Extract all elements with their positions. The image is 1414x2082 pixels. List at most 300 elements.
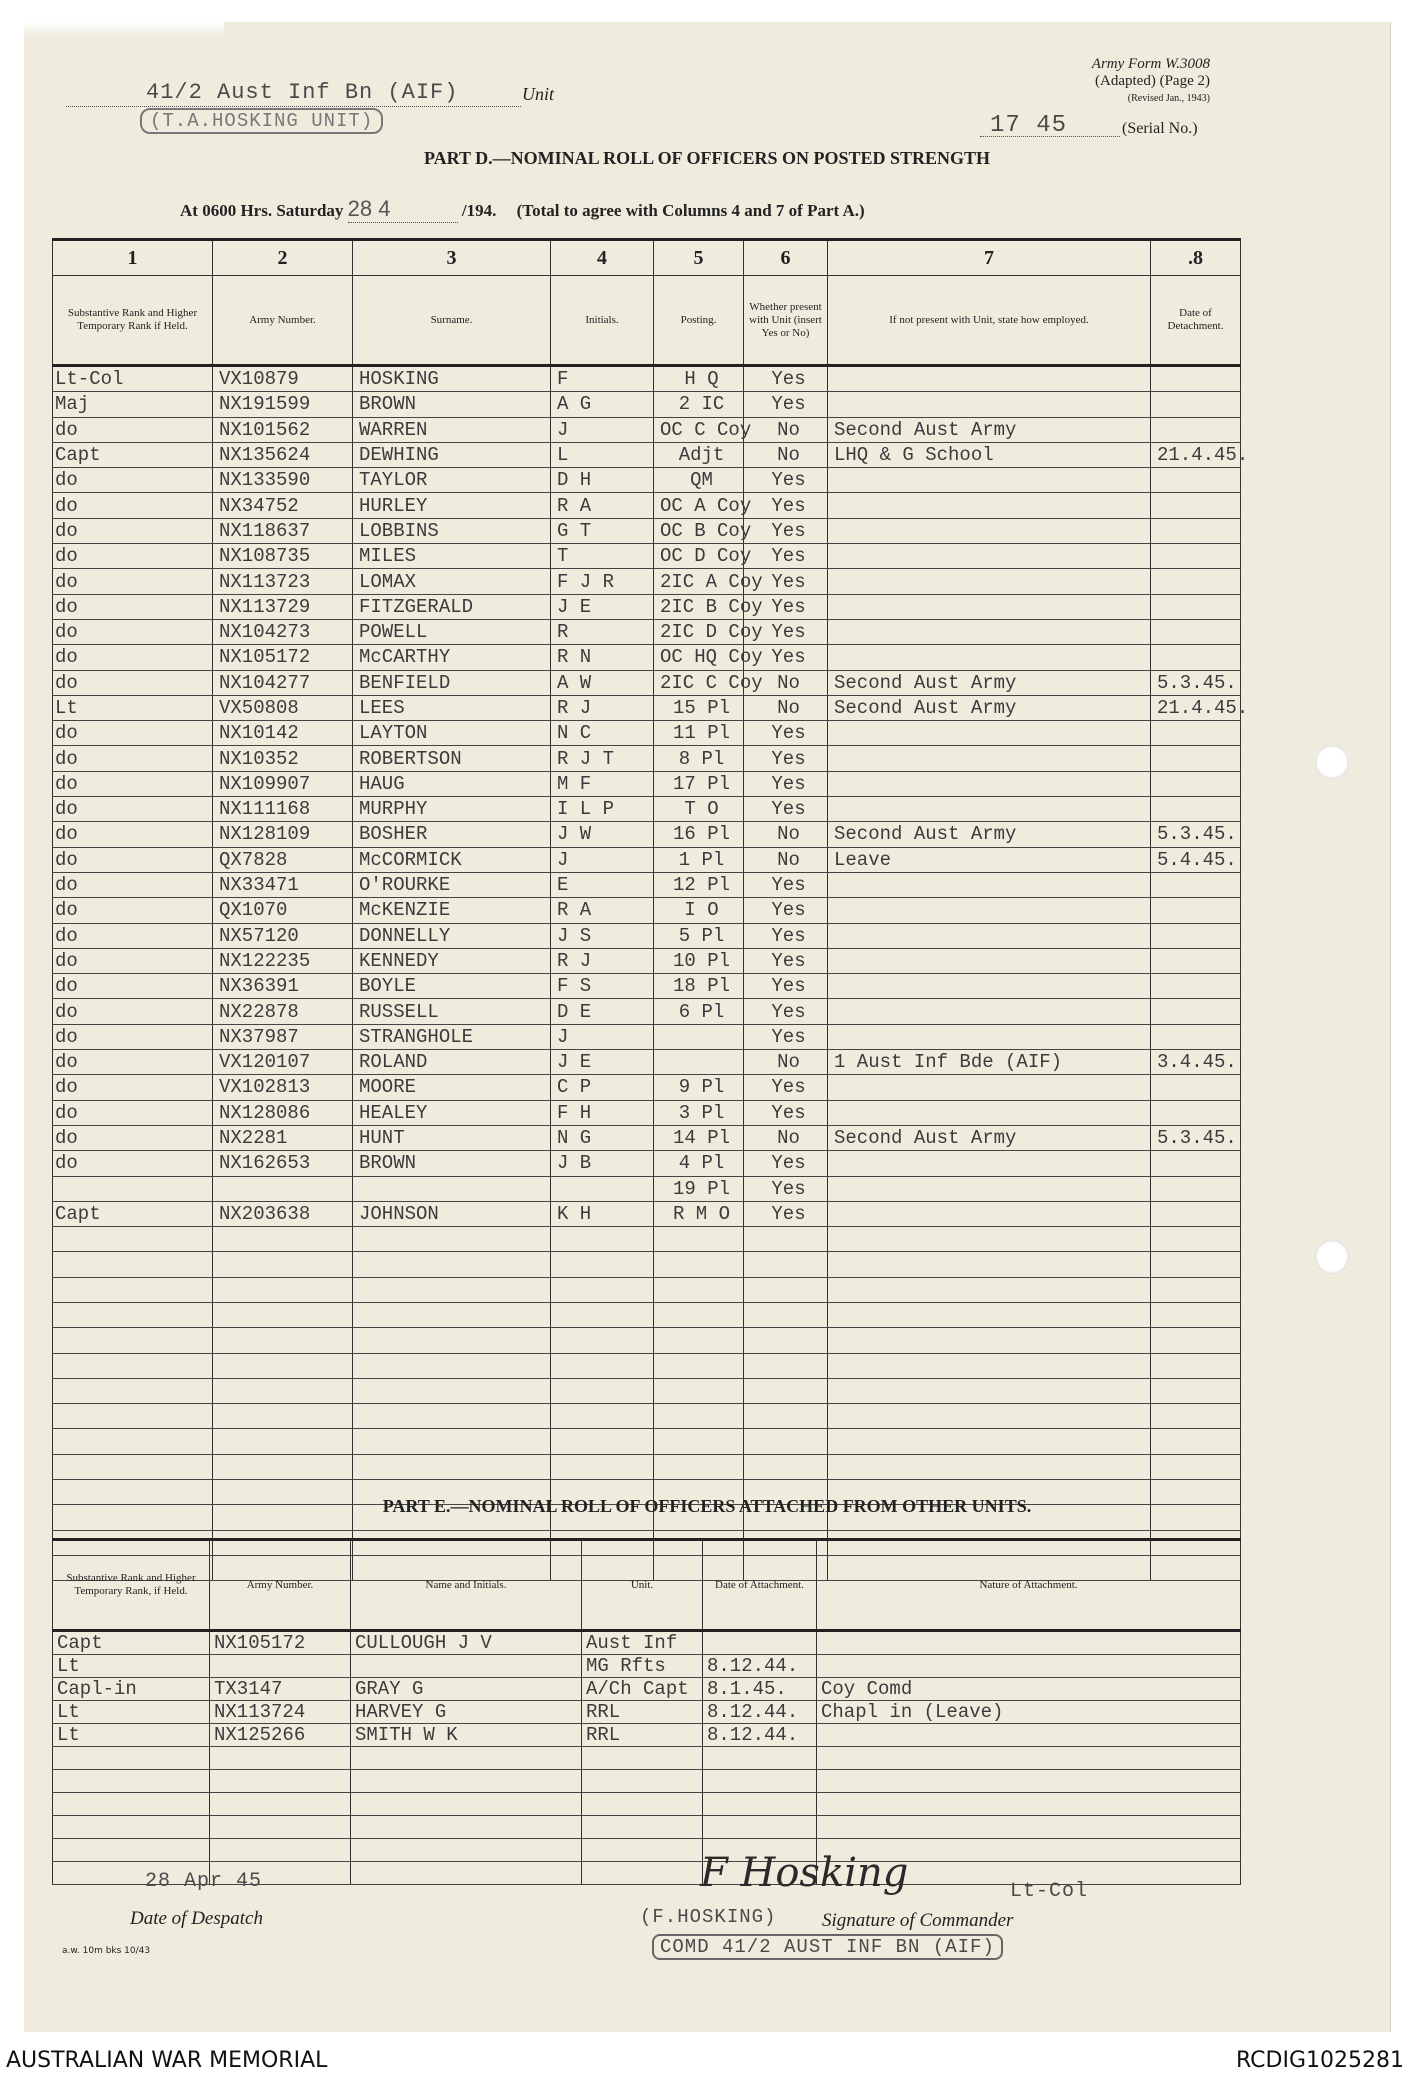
name-initials-cell (351, 1793, 582, 1816)
table-row (53, 1125, 1241, 1150)
initials-cell: R J T (551, 746, 654, 771)
table-row (53, 923, 1241, 948)
posting-cell (654, 1454, 744, 1479)
army-number-cell: NX33471 (213, 872, 353, 897)
initials-cell: C P (551, 1075, 654, 1100)
army-number-cell (213, 1328, 353, 1353)
posting-cell: 2IC B Coy (654, 594, 744, 619)
rank-cell: do (53, 721, 213, 746)
present-cell: Yes (744, 619, 828, 644)
detachment-date-cell (1151, 948, 1241, 973)
attachment-date-cell: 8.1.45. (703, 1678, 817, 1701)
serial-label: (Serial No.) (1122, 120, 1198, 137)
unit-cell (582, 1747, 703, 1770)
table-row (53, 1631, 1241, 1655)
posting-cell: OC HQ Coy (654, 645, 744, 670)
army-number-cell: NX105172 (210, 1631, 351, 1655)
employment-cell (828, 1404, 1151, 1429)
rank-cell: do (53, 847, 213, 872)
initials-cell (551, 1454, 654, 1479)
present-cell (744, 1378, 828, 1403)
employment-cell (828, 544, 1151, 569)
initials-cell: R J (551, 948, 654, 973)
unit-line (66, 78, 521, 107)
attachment-nature-cell (817, 1631, 1241, 1655)
rank-cell (53, 1454, 213, 1479)
surname-cell: ROLAND (353, 1050, 551, 1075)
detachment-date-cell (1151, 1151, 1241, 1176)
posting-cell: 10 Pl (654, 948, 744, 973)
year-label: /194. (461, 201, 497, 220)
initials-cell: F H (551, 1100, 654, 1125)
posting-cell: QM (654, 468, 744, 493)
posting-cell (654, 1404, 744, 1429)
army-number-cell (213, 1176, 353, 1201)
rank-cell: do (53, 948, 213, 973)
initials-cell: D H (551, 468, 654, 493)
rank-cell (53, 1429, 213, 1454)
initials-cell (551, 1404, 654, 1429)
posting-cell (654, 1353, 744, 1378)
army-number-cell (210, 1793, 351, 1816)
posting-cell: OC C Coy (654, 417, 744, 442)
detachment-date-cell (1151, 619, 1241, 644)
column-number: 6 (744, 240, 828, 276)
initials-cell: M F (551, 771, 654, 796)
army-number-cell: NX118637 (213, 518, 353, 543)
name-initials-cell: CULLOUGH J V (351, 1631, 582, 1655)
employment-cell: 1 Aust Inf Bde (AIF) (828, 1050, 1151, 1075)
name-stamp: (F.HOSKING) (640, 1906, 777, 1928)
rank-cell (53, 1747, 210, 1770)
attachment-date-cell: 8.12.44. (703, 1655, 817, 1678)
army-number-cell (213, 1227, 353, 1252)
surname-cell (353, 1277, 551, 1302)
unit-cell: MG Rfts (582, 1655, 703, 1678)
army-number-cell: NX133590 (213, 468, 353, 493)
employment-cell (828, 594, 1151, 619)
detachment-date-cell (1151, 898, 1241, 923)
initials-cell (551, 1252, 654, 1277)
initials-cell: R A (551, 898, 654, 923)
initials-cell: J (551, 847, 654, 872)
posting-cell: 16 Pl (654, 822, 744, 847)
present-cell (744, 1302, 828, 1327)
employment-cell: Leave (828, 847, 1151, 872)
posting-cell: 19 Pl (654, 1176, 744, 1201)
posting-cell: 9 Pl (654, 1075, 744, 1100)
detachment-date-cell (1151, 594, 1241, 619)
surname-cell (353, 1328, 551, 1353)
table-row (53, 1024, 1241, 1049)
rank-cell: Capt (53, 442, 213, 467)
table-row (53, 898, 1241, 923)
table-row (53, 619, 1241, 644)
employment-cell (828, 948, 1151, 973)
initials-cell: R A (551, 493, 654, 518)
unit-stamp: (T.A.HOSKING UNIT) (140, 108, 383, 134)
table-row (53, 1328, 1241, 1353)
present-cell (744, 1252, 828, 1277)
rank-cell: do (53, 645, 213, 670)
column-header-row (53, 276, 1241, 366)
surname-cell: HUNT (353, 1125, 551, 1150)
rank-cell: Lt (53, 1655, 210, 1678)
column-number: .8 (1151, 240, 1241, 276)
employment-cell: Second Aust Army (828, 695, 1151, 720)
employment-cell: Second Aust Army (828, 1125, 1151, 1150)
form-identity (1000, 56, 1210, 107)
surname-cell: LEES (353, 695, 551, 720)
unit-cell (582, 1862, 703, 1885)
employment-cell (828, 771, 1151, 796)
employment-cell (828, 974, 1151, 999)
table-row (53, 1075, 1241, 1100)
posting-cell: 14 Pl (654, 1125, 744, 1150)
employment-cell (828, 1277, 1151, 1302)
surname-cell: HOSKING (353, 366, 551, 392)
unit-typed: 41/2 Aust Inf Bn (AIF) (146, 80, 459, 105)
rank-cell: do (53, 1151, 213, 1176)
posting-cell: OC A Coy (654, 493, 744, 518)
army-number-cell: NX34752 (213, 493, 353, 518)
employment-cell (828, 923, 1151, 948)
posting-cell (654, 1050, 744, 1075)
attachment-date-cell: 8.12.44. (703, 1724, 817, 1747)
present-cell: Yes (744, 797, 828, 822)
part-e-column-header: Army Number. (210, 1540, 351, 1631)
attachment-nature-cell (817, 1816, 1241, 1839)
rank-cell: do (53, 872, 213, 897)
column-header: Army Number. (213, 276, 353, 366)
army-number-cell: NX22878 (213, 999, 353, 1024)
name-initials-cell: HARVEY G (351, 1701, 582, 1724)
rank-cell: do (53, 417, 213, 442)
initials-cell: R J (551, 695, 654, 720)
detachment-date-cell (1151, 746, 1241, 771)
detachment-date-cell (1151, 1353, 1241, 1378)
surname-cell: LOBBINS (353, 518, 551, 543)
at-time-prefix: At 0600 Hrs. Saturday (180, 201, 344, 220)
attachment-date-cell: 8.12.44. (703, 1701, 817, 1724)
rank-cell: Capt (53, 1201, 213, 1226)
rank-cell: do (53, 923, 213, 948)
surname-cell (353, 1378, 551, 1403)
detachment-date-cell: 21.4.45. (1151, 695, 1241, 720)
detachment-date-cell (1151, 1100, 1241, 1125)
detachment-date-cell (1151, 518, 1241, 543)
posting-cell: Adjt (654, 442, 744, 467)
army-number-cell: NX111168 (213, 797, 353, 822)
table-row (53, 417, 1241, 442)
initials-cell: T (551, 544, 654, 569)
employment-cell (828, 468, 1151, 493)
rank-cell: do (53, 569, 213, 594)
posting-cell: 15 Pl (654, 695, 744, 720)
rank-cell: do (53, 1125, 213, 1150)
table-row (53, 872, 1241, 897)
table-row (53, 1770, 1241, 1793)
date-handwritten: 28 4 (348, 196, 458, 223)
surname-cell (353, 1302, 551, 1327)
name-initials-cell (351, 1747, 582, 1770)
present-cell: Yes (744, 366, 828, 392)
employment-cell (828, 1227, 1151, 1252)
rank-cell: Lt (53, 1724, 210, 1747)
present-cell: No (744, 847, 828, 872)
despatch-label: Date of Despatch (130, 1908, 263, 1929)
table-row (53, 695, 1241, 720)
employment-cell: LHQ & G School (828, 442, 1151, 467)
posting-cell (654, 1302, 744, 1327)
army-number-cell: TX3147 (210, 1678, 351, 1701)
surname-cell: ROBERTSON (353, 746, 551, 771)
employment-cell (828, 872, 1151, 897)
army-number-cell: NX113724 (210, 1701, 351, 1724)
present-cell: Yes (744, 645, 828, 670)
employment-cell (828, 746, 1151, 771)
table-row (53, 1724, 1241, 1747)
detachment-date-cell: 3.4.45. (1151, 1050, 1241, 1075)
attachment-nature-cell (817, 1655, 1241, 1678)
surname-cell: McCORMICK (353, 847, 551, 872)
surname-cell: BROWN (353, 392, 551, 417)
rank-cell: do (53, 797, 213, 822)
torn-edge (24, 22, 224, 36)
employment-cell (828, 518, 1151, 543)
posting-cell: R M O (654, 1201, 744, 1226)
surname-cell: DEWHING (353, 442, 551, 467)
part-d-table (52, 238, 1249, 1581)
employment-cell: Second Aust Army (828, 670, 1151, 695)
employment-cell (828, 1100, 1151, 1125)
column-number: 2 (213, 240, 353, 276)
table-row (53, 670, 1241, 695)
rank-cell (53, 1227, 213, 1252)
posting-cell: OC D Coy (654, 544, 744, 569)
detachment-date-cell (1151, 1404, 1241, 1429)
initials-cell (551, 1277, 654, 1302)
posting-cell: 2IC A Coy (654, 569, 744, 594)
unit-cell (582, 1816, 703, 1839)
employment-cell (828, 1176, 1151, 1201)
rank-cell: do (53, 594, 213, 619)
initials-cell: I L P (551, 797, 654, 822)
rank-cell: do (53, 898, 213, 923)
rank-cell: Maj (53, 392, 213, 417)
present-cell: Yes (744, 974, 828, 999)
present-cell: Yes (744, 468, 828, 493)
posting-cell (654, 1024, 744, 1049)
table-row (53, 1277, 1241, 1302)
table-row (53, 1678, 1241, 1701)
column-header: Substantive Rank and Higher Temporary Rank if Held. (53, 276, 213, 366)
surname-cell: WARREN (353, 417, 551, 442)
unit-cell: Aust Inf (582, 1631, 703, 1655)
initials-cell: D E (551, 999, 654, 1024)
rank-cell: do (53, 1075, 213, 1100)
initials-cell: E (551, 872, 654, 897)
table-row (53, 999, 1241, 1024)
rank-cell: Lt (53, 1701, 210, 1724)
present-cell (744, 1454, 828, 1479)
employment-cell (828, 1454, 1151, 1479)
posting-cell: I O (654, 898, 744, 923)
attachment-date-cell (703, 1816, 817, 1839)
army-number-cell (213, 1277, 353, 1302)
surname-cell: KENNEDY (353, 948, 551, 973)
initials-cell: J (551, 1024, 654, 1049)
surname-cell: RUSSELL (353, 999, 551, 1024)
detachment-date-cell (1151, 468, 1241, 493)
detachment-date-cell (1151, 366, 1241, 392)
name-initials-cell (351, 1655, 582, 1678)
army-number-cell (213, 1378, 353, 1403)
rank-cell: do (53, 974, 213, 999)
print-note: a.w. 10m bks 10/43 (62, 1946, 151, 1956)
surname-cell (353, 1404, 551, 1429)
posting-cell (654, 1429, 744, 1454)
name-initials-cell (351, 1770, 582, 1793)
initials-cell: N G (551, 1125, 654, 1150)
present-cell: Yes (744, 493, 828, 518)
attachment-nature-cell: Coy Comd (817, 1678, 1241, 1701)
initials-cell: F J R (551, 569, 654, 594)
name-initials-cell (351, 1862, 582, 1885)
surname-cell: BOYLE (353, 974, 551, 999)
rank-cell: Capt (53, 1631, 210, 1655)
column-header: Posting. (654, 276, 744, 366)
total-note: (Total to agree with Columns 4 and 7 of Part A.) (516, 201, 865, 220)
initials-cell: R N (551, 645, 654, 670)
column-header: If not present with Unit, state how employed. (828, 276, 1151, 366)
commander-rank: Lt-Col (1010, 1880, 1089, 1903)
table-row (53, 493, 1241, 518)
present-cell (744, 1328, 828, 1353)
rank-cell: do (53, 518, 213, 543)
army-number-cell (213, 1302, 353, 1327)
initials-cell: F S (551, 974, 654, 999)
initials-cell: J (551, 417, 654, 442)
name-initials-cell: SMITH W K (351, 1724, 582, 1747)
surname-cell (353, 1353, 551, 1378)
posting-cell: 1 Pl (654, 847, 744, 872)
initials-cell (551, 1353, 654, 1378)
column-number-row (53, 240, 1241, 276)
army-number-cell (213, 1252, 353, 1277)
surname-cell (353, 1227, 551, 1252)
part-e-column-header: Name and Initials. (351, 1540, 582, 1631)
serial-value: 17 45 (990, 112, 1068, 139)
posting-cell (654, 1277, 744, 1302)
posting-cell (654, 1378, 744, 1403)
army-number-cell (213, 1353, 353, 1378)
rank-cell: Lt-Col (53, 366, 213, 392)
posting-cell: 6 Pl (654, 999, 744, 1024)
present-cell: Yes (744, 948, 828, 973)
posting-cell: 11 Pl (654, 721, 744, 746)
present-cell: Yes (744, 594, 828, 619)
table-row (53, 746, 1241, 771)
initials-cell: J E (551, 1050, 654, 1075)
present-cell: Yes (744, 569, 828, 594)
present-cell: Yes (744, 1201, 828, 1226)
present-cell: No (744, 695, 828, 720)
attachment-nature-cell (817, 1793, 1241, 1816)
present-cell: Yes (744, 518, 828, 543)
army-number-cell: QX1070 (213, 898, 353, 923)
despatch-date: 28 Apr 45 (145, 1870, 263, 1893)
initials-cell: F (551, 366, 654, 392)
attachment-nature-cell (817, 1747, 1241, 1770)
attachment-nature-cell (817, 1724, 1241, 1747)
detachment-date-cell (1151, 771, 1241, 796)
rank-cell: do (53, 493, 213, 518)
rank-cell (53, 1793, 210, 1816)
surname-cell (353, 1176, 551, 1201)
name-initials-cell (351, 1839, 582, 1862)
employment-cell (828, 1302, 1151, 1327)
army-number-cell: NX105172 (213, 645, 353, 670)
attachment-date-cell (703, 1770, 817, 1793)
detachment-date-cell (1151, 544, 1241, 569)
column-number: 5 (654, 240, 744, 276)
rank-cell (53, 1404, 213, 1429)
army-number-cell (213, 1429, 353, 1454)
detachment-date-cell (1151, 1454, 1241, 1479)
employment-cell (828, 493, 1151, 518)
army-number-cell (210, 1655, 351, 1678)
punch-hole (1315, 1240, 1349, 1274)
table-row (53, 1353, 1241, 1378)
table-row (53, 847, 1241, 872)
column-header: Initials. (551, 276, 654, 366)
form-revised: (Revised Jan., 1943) (1127, 93, 1210, 104)
surname-cell (353, 1429, 551, 1454)
present-cell: Yes (744, 1176, 828, 1201)
rank-cell: do (53, 999, 213, 1024)
present-cell: Yes (744, 771, 828, 796)
employment-cell (828, 1429, 1151, 1454)
detachment-date-cell (1151, 1277, 1241, 1302)
posting-cell (654, 1328, 744, 1353)
table-row (53, 392, 1241, 417)
posting-cell: 2 IC (654, 392, 744, 417)
column-number: 3 (353, 240, 551, 276)
surname-cell: HAUG (353, 771, 551, 796)
present-cell: No (744, 442, 828, 467)
rank-cell (53, 1328, 213, 1353)
army-number-cell: VX120107 (213, 1050, 353, 1075)
column-number: 4 (551, 240, 654, 276)
surname-cell (353, 1252, 551, 1277)
attachment-date-cell (703, 1631, 817, 1655)
serial-line (980, 112, 1120, 137)
rank-cell (53, 1378, 213, 1403)
employment-cell (828, 619, 1151, 644)
part-e-column-header: Unit. (582, 1540, 703, 1631)
table-row (53, 1404, 1241, 1429)
army-number-cell: NX37987 (213, 1024, 353, 1049)
detachment-date-cell: 21.4.45. (1151, 442, 1241, 467)
employment-cell (828, 721, 1151, 746)
table-row (53, 1302, 1241, 1327)
table-row (53, 645, 1241, 670)
commander-signature: F Hosking (700, 1850, 909, 1896)
table-row (53, 1747, 1241, 1770)
posting-cell: 4 Pl (654, 1151, 744, 1176)
unit-cell (582, 1793, 703, 1816)
